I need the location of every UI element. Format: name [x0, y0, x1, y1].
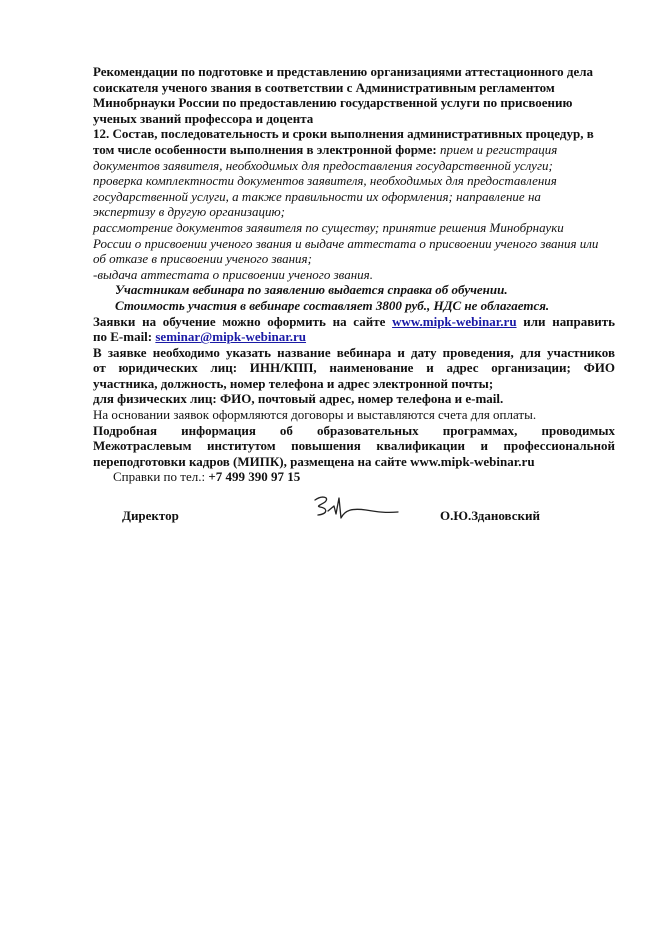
procedure-line: проверка комплектности документов заявителя, необходимых для предоставления: [93, 173, 557, 189]
procedure-line: России о присвоении ученого звания и выдаче аттестата о присвоении ученого звания или: [93, 235, 599, 251]
section-12-heading: 12. Состав, последовательность и сроки выполнения административных процедур, в: [93, 126, 594, 142]
procedure-line: -выдача аттестата о присвоении ученого звания.: [93, 266, 373, 282]
director-label: Директор: [122, 508, 179, 523]
procedure-line: экспертизу в другую организацию;: [93, 204, 285, 220]
section-12-heading-cont: [93, 142, 615, 158]
title-line: Минобрнауки России по предоставлению государственной услуги по присвоению: [93, 95, 573, 111]
procedure-line: документов заявителя, необходимых для предоставления государственной услуги;: [93, 157, 553, 173]
phone-line: [93, 469, 615, 485]
email-label: по E-mail:: [93, 329, 153, 345]
document-body: [93, 64, 615, 485]
procedure-line: об отказе в присвоении ученого звания;: [93, 251, 312, 267]
title-line: ученых званий профессора и доцента: [93, 110, 314, 126]
request-line: от юридических лиц: ИНН/КПП, наименование и адрес организации; ФИО: [93, 360, 615, 376]
request-line: В заявке необходимо указать название вебинара и дату проведения, для участников: [93, 344, 615, 360]
request-line: участника, должность, номер телефона и адрес электронной почты;: [93, 375, 494, 391]
phone-label: Справки по тел.:: [113, 469, 206, 485]
certificate-note: Участникам вебинара по заявлению выдается справка об обучении.: [115, 282, 508, 298]
title-line: соискателя ученого звания в соответствии с Административным регламентом: [93, 79, 555, 95]
apply-text: Заявки на обучение можно оформить на сайте: [93, 313, 386, 329]
apply-tail: или направить: [523, 313, 616, 329]
website-link[interactable]: www.mipk-webinar.ru: [392, 313, 517, 329]
contracts-line: На основании заявок оформляются договоры и выставляются счета для оплаты.: [93, 407, 537, 423]
apply-email-line: [93, 329, 615, 345]
procedure-line: государственной услуги, а также правильности их оформления; направление на: [93, 188, 541, 204]
director-name: О.Ю.Здановский: [440, 508, 540, 523]
info-line: Межотраслевым институтом повышения квалификации и профессиональной: [93, 438, 615, 454]
request-line: для физических лиц: ФИО, почтовый адрес, номер телефона и e-mail.: [93, 391, 504, 407]
apply-line: [93, 314, 615, 330]
signature-block: [122, 494, 582, 534]
info-line: переподготовки кадров (МИПК), размещена на сайте www.mipk-webinar.ru: [93, 453, 535, 469]
email-link[interactable]: seminar@mipk-webinar.ru: [155, 329, 307, 345]
section-12-heading-bold: том числе особенности выполнения в электронной форме:: [93, 141, 437, 157]
price-note: Стоимость участия в вебинаре составляет 3800 руб., НДС не облагается.: [115, 297, 550, 313]
procedure-line: рассмотрение документов заявителя по существу; принятие решения Минобрнауки: [93, 219, 564, 235]
phone-number: +7 499 390 97 15: [208, 469, 301, 485]
signature-mark: [312, 494, 402, 526]
title-line: Рекомендации по подготовке и представлению организациями аттестационного дела: [93, 64, 594, 79]
info-line: Подробная информация об образовательных программах, проводимых: [93, 422, 615, 438]
section-12-italic-start: прием и регистрация: [436, 141, 558, 157]
